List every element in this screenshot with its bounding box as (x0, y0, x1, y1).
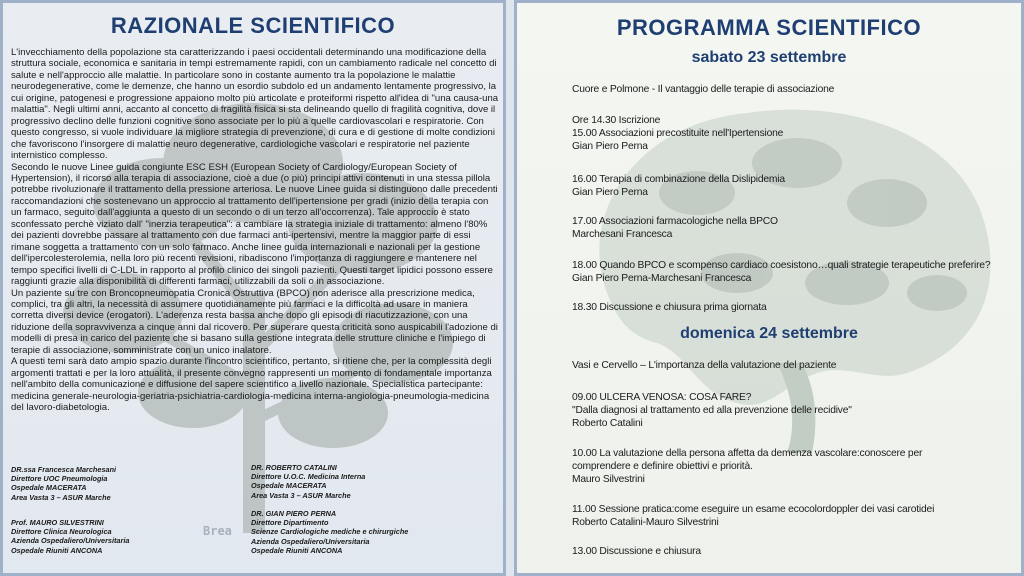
paragraph: L'invecchiamento della popolazione sta caratterizzando i paesi occidentali determinando una modificazione della struttura sociale, economica e sanitaria in tempi estremamente rapidi, con un cambiamento radicale nel concetto di salute e nell'approccio alle malattie. In particolare sono in costante aumento tra la popolazione le malattie neurodegenerative, come le demenze, che hanno un esordio subdolo ed un andamento lentamente progressivo, la cui origine, patogenesi e progressione appaiono molto più articolate e proteiformi rispetto all'idea di "una causa-una malattia". Negli ultimi anni, accanto al concetto di fragilità fisica si sta delineando quello di fragilità cognitiva, dove il progressivo declino delle funzioni cognitive sono associate per lo più a quelle cardiovascolari e respiratorie. Con questo congresso, si vuole individuare la migliore strategia di prevenzione, di cura e di gestione di molte condizioni che favoriscono l'insorgere di malattie neuro degenerative, cardiologiche vascolari e respiratorie nel paziente internistico complesso. (11, 47, 499, 162)
paragraph: A questi temi sarà dato ampio spazio durante l'incontro scientifico, pertanto, si ritiene che, per la complessità degli argomenti trattati e per la loro attualità, il presente convegno rappresenti un momento di fondamentale importanza nell'ambito della comunicazione e diffusione del sapere scientifico a livello nazionale. Specialistica partecipante: medicina generale-neurologia-geriatria-psichiatria-cardiologia-medicina interna-angiologia-pneumologia-medicina del lavoro-diabetologia. (11, 356, 492, 414)
signature-name: Prof. MAURO SILVESTRINI (11, 518, 104, 527)
signature-line: Area Vasta 3 – ASUR Marche (251, 490, 351, 500)
program-line: 13.00 Discussione e chiusura (572, 546, 701, 557)
program-line: Vasi e Cervello – L'importanza della valutazione del paziente (572, 360, 837, 371)
session-intro (572, 359, 836, 372)
program-line: Gian Piero Perna (572, 187, 648, 198)
signature-line: Scienze Cardiologiche mediche e chirurgiche (251, 527, 409, 537)
session-slot (572, 173, 785, 199)
signature-catalini (251, 463, 365, 500)
page-title: RAZIONALE SCIENTIFICO (110, 13, 396, 38)
rationale-text (11, 47, 499, 414)
session-slot (572, 545, 701, 558)
day-heading-saturday: sabato 23 settembre (691, 49, 847, 66)
signature-line: Ospedale Riuniti ANCONA (11, 545, 103, 555)
signature-name: DR. ROBERTO CATALINI (251, 463, 337, 472)
program-line: Ore 14.30 Iscrizione (572, 115, 661, 126)
razionale-page (0, 0, 506, 576)
program-line: Roberto Catalini-Mauro Silvestrini (572, 517, 719, 528)
program-line: Gian Piero Perna (572, 141, 648, 152)
signature-line: Ospedale MACERATA (251, 481, 327, 491)
signature-line: Direttore UOC Pneumologia (11, 474, 108, 484)
session-intro (572, 83, 834, 96)
program-line: comprendere e definire obiettivi e priorità. (572, 461, 753, 472)
program-line: "Dalla diagnosi al trattamento ed alla prevenzione delle recidive" (572, 405, 852, 416)
program-line: Gian Piero Perna-Marchesani Francesca (572, 273, 752, 284)
session-slot (572, 447, 922, 486)
session-slot (572, 215, 778, 241)
watermark-text: Brea (203, 524, 232, 538)
session-slot (572, 391, 852, 430)
session-slot (572, 503, 934, 529)
signature-line: Ospedale MACERATA (11, 483, 87, 493)
program-line: 17.00 Associazioni farmacologiche nella BPCO (572, 216, 778, 227)
signature-marchesani (11, 465, 116, 502)
session-slot (572, 114, 783, 153)
program-line: 18.30 Discussione e chiusura prima giornata (572, 302, 767, 313)
program-line: Roberto Catalini (572, 418, 643, 429)
program-line: 11.00 Sessione pratica:come eseguire un esame ecocolordoppler dei vasi carotidei (572, 504, 935, 515)
program-line: 09.00 ULCERA VENOSA: COSA FARE? (572, 392, 752, 403)
program-line: 18.00 Quando BPCO e scompenso cardiaco coesistono…quali strategie terapeutiche preferire? (572, 260, 991, 271)
session-slot (572, 259, 990, 285)
signature-name: DR.ssa Francesca Marchesani (11, 465, 117, 474)
paragraph: Un paziente su tre con Broncopneumopatia Cronica Ostruttiva (BPCO) non aderisce alla prescrizione medica, complici, tra gli altri, la necessità di assumere quotidianamente più farmaci e la difficoltà ad usare in maniera corretta diversi device (erogatori). L'aderenza resta bassa anche dopo gli episodi di riacutizzazione, con una riduzione della sopravvivenza a cinque anni dal ricovero. Per superare questa criticità sono auspicabili l'adozione di modelli di presa in carico del paziente che si basano sulla gestione integrata delle strutture cliniche e l'impiego di terapie di associazione, somministrate con un unico inalatore. (11, 287, 498, 356)
signature-line: Direttore Dipartimento (251, 518, 329, 528)
paragraph: Secondo le nuove Linee guida congiunte ESC ESH (European Society of Cardiology/European Society of Hypertension), il ricorso alla terapia di associazione, cioè a due (o più) principi attivi contenuti in una stessa pillola potrebbe rivoluzionare il trattamento della pressione arteriosa. Le nuove Linee guida si distinguono dalle precedenti raccomandazioni che sostenevano un approccio al trattamento dell'ipertensione per gradi (inizio della terapia con un farmaco, seguito dall'aggiunta a questo di un secondo o di un terzo all'occorrenza). Tale approccio è stato sconfessato perchè viziato dall' "inerzia terapeutica": a cambiare la strategia iniziale di trattamento: almeno l'80% dei pazienti dovrebbe passare al trattamento con due farmaci anti-ipertensivi, mentre la maggior parte di essi rimane soggetta a trattamento con un solo farmaco. Anche linee guida internazionali e nazionali per la gestione dell'ipercolesterolemia, nella loro più recenti revisioni, ribadiscono l'importanza di raggiungere e mantenere nel tempo specifici livelli di C-LDL in rapporto al profilo clinico dei singoli pazienti. Questi target lipidici possono essere raggiunti grazie alla disponibilità di differenti farmaci, utilizzabili da soli o in associazione. (11, 161, 498, 288)
program-line: Marchesani Francesca (572, 229, 673, 240)
session-slot (572, 301, 767, 314)
program-line: 10.00 La valutazione della persona affetta da demenza vascolare:conoscere per (572, 448, 923, 459)
day-heading-sunday: domenica 24 settembre (680, 325, 858, 342)
signature-line: Azienda Ospedaliero/Universitaria (251, 536, 370, 546)
signature-silvestrini (11, 518, 129, 555)
signature-line: Direttore U.O.C. Medicina Interna (251, 472, 366, 482)
program-line: Mauro Silvestrini (572, 474, 645, 485)
page-title: PROGRAMMA SCIENTIFICO (616, 15, 922, 40)
signature-line: Azienda Ospedaliero/Universitaria (11, 536, 130, 546)
programma-page (514, 0, 1024, 576)
signature-line: Ospedale Riuniti ANCONA (251, 545, 343, 555)
signature-name: DR. GIAN PIERO PERNA (251, 509, 337, 518)
signature-line: Area Vasta 3 – ASUR Marche (11, 492, 111, 502)
signature-perna (251, 509, 408, 555)
program-line: 16.00 Terapia di combinazione della Dislipidemia (572, 174, 785, 185)
program-line: Cuore e Polmone - Il vantaggio delle terapie di associazione (572, 84, 835, 95)
signature-line: Direttore Clinica Neurologica (11, 527, 112, 537)
program-line: 15.00 Associazioni precostituite nell'Ipertensione (572, 128, 784, 139)
